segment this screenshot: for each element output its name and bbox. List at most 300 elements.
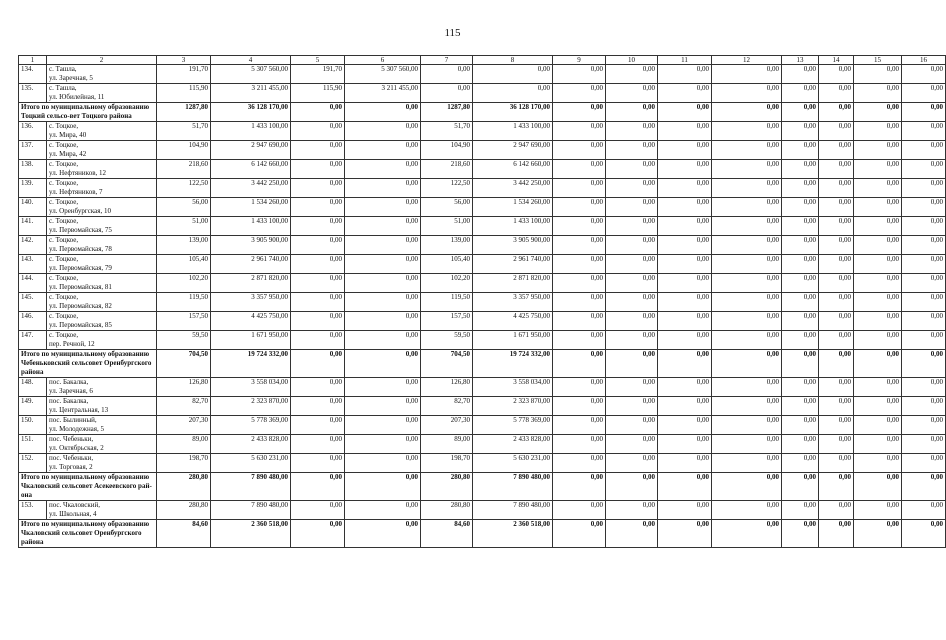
value-cell: 0,00 [782, 501, 819, 520]
value-cell: 0,00 [291, 312, 345, 331]
value-cell: 280,80 [157, 501, 211, 520]
value-cell: 0,00 [712, 65, 782, 84]
value-cell: 7 890 480,00 [473, 501, 553, 520]
value-cell: 0,00 [902, 84, 946, 103]
value-cell: 0,00 [658, 217, 712, 236]
value-cell: 0,00 [902, 217, 946, 236]
value-cell: 0,00 [291, 274, 345, 293]
address-cell [47, 179, 157, 198]
value-cell: 1287,80 [157, 103, 211, 122]
row-number: 143. [19, 255, 47, 274]
address-cell [47, 141, 157, 160]
value-cell: 1 671 950,00 [473, 331, 553, 350]
value-cell: 0,00 [553, 255, 606, 274]
value-cell: 104,90 [421, 141, 473, 160]
column-number: 15 [854, 56, 902, 65]
value-cell: 2 323 870,00 [211, 397, 291, 416]
value-cell: 0,00 [345, 217, 421, 236]
column-number: 8 [473, 56, 553, 65]
value-cell: 0,00 [291, 293, 345, 312]
value-cell: 1 433 100,00 [211, 122, 291, 141]
value-cell: 0,00 [291, 236, 345, 255]
table-row [19, 198, 946, 217]
value-cell: 0,00 [854, 217, 902, 236]
value-cell: 3 357 950,00 [211, 293, 291, 312]
address-line: с. Тоцкое, [49, 274, 79, 282]
value-cell: 0,00 [658, 274, 712, 293]
value-cell: 198,70 [157, 454, 211, 473]
address-line: ул. Октябрьская, 2 [49, 444, 104, 452]
value-cell: 0,00 [902, 397, 946, 416]
table-body [19, 56, 946, 548]
value-cell: 0,00 [606, 179, 658, 198]
value-cell: 0,00 [712, 179, 782, 198]
address-cell [47, 293, 157, 312]
value-cell: 0,00 [902, 122, 946, 141]
value-cell: 0,00 [782, 84, 819, 103]
value-cell: 0,00 [782, 454, 819, 473]
address-line: ул. Торговая, 2 [49, 463, 93, 471]
value-cell: 126,80 [421, 378, 473, 397]
address-line: с. Тоцкое, [49, 236, 79, 244]
value-cell: 0,00 [712, 435, 782, 454]
value-cell: 0,00 [712, 454, 782, 473]
value-cell: 36 128 170,00 [211, 103, 291, 122]
address-cell [47, 160, 157, 179]
value-cell: 157,50 [421, 312, 473, 331]
value-cell: 0,00 [291, 520, 345, 548]
value-cell: 0,00 [658, 454, 712, 473]
value-cell: 0,00 [854, 312, 902, 331]
value-cell: 0,00 [712, 331, 782, 350]
value-cell: 280,80 [157, 473, 211, 501]
value-cell: 0,00 [553, 141, 606, 160]
value-cell: 0,00 [291, 198, 345, 217]
value-cell: 0,00 [782, 520, 819, 548]
value-cell: 0,00 [553, 198, 606, 217]
row-number: 149. [19, 397, 47, 416]
row-number: 138. [19, 160, 47, 179]
value-cell: 2 961 740,00 [211, 255, 291, 274]
value-cell: 0,00 [854, 435, 902, 454]
value-cell: 0,00 [421, 84, 473, 103]
value-cell: 0,00 [854, 473, 902, 501]
value-cell: 0,00 [902, 378, 946, 397]
value-cell: 0,00 [291, 501, 345, 520]
value-cell: 0,00 [606, 236, 658, 255]
address-line: ул. Заречная, 6 [49, 387, 93, 395]
value-cell: 0,00 [902, 293, 946, 312]
value-cell: 0,00 [819, 65, 854, 84]
table-row [19, 274, 946, 293]
value-cell: 2 947 690,00 [473, 141, 553, 160]
value-cell: 0,00 [658, 435, 712, 454]
value-cell: 5 778 369,00 [473, 416, 553, 435]
value-cell: 0,00 [658, 65, 712, 84]
value-cell: 0,00 [712, 312, 782, 331]
row-number: 141. [19, 217, 47, 236]
table-row [19, 141, 946, 160]
value-cell: 0,00 [819, 293, 854, 312]
value-cell: 0,00 [902, 312, 946, 331]
address-line: с. Тоцкое, [49, 293, 79, 301]
value-cell: 3 558 034,00 [473, 378, 553, 397]
value-cell: 0,00 [902, 331, 946, 350]
value-cell: 0,00 [345, 397, 421, 416]
value-cell: 0,00 [291, 255, 345, 274]
table-row [19, 501, 946, 520]
row-number: 134. [19, 65, 47, 84]
value-cell: 59,50 [421, 331, 473, 350]
value-cell: 105,40 [421, 255, 473, 274]
value-cell: 0,00 [712, 501, 782, 520]
row-number: 145. [19, 293, 47, 312]
address-cell [47, 255, 157, 274]
value-cell: 3 442 250,00 [211, 179, 291, 198]
value-cell: 0,00 [712, 217, 782, 236]
address-cell [47, 416, 157, 435]
address-cell [47, 84, 157, 103]
value-cell: 218,60 [157, 160, 211, 179]
value-cell: 0,00 [553, 160, 606, 179]
value-cell: 0,00 [291, 350, 345, 378]
address-line: ул. Первомайская, 85 [49, 321, 112, 329]
value-cell: 1 433 100,00 [211, 217, 291, 236]
column-number: 2 [47, 56, 157, 65]
table-row [19, 416, 946, 435]
value-cell: 0,00 [819, 255, 854, 274]
value-cell: 89,00 [157, 435, 211, 454]
address-line: пос. Чкаловский, [49, 501, 101, 509]
value-cell: 0,00 [658, 520, 712, 548]
value-cell: 0,00 [712, 397, 782, 416]
value-cell: 0,00 [819, 122, 854, 141]
value-cell: 56,00 [157, 198, 211, 217]
value-cell: 122,50 [157, 179, 211, 198]
column-number: 14 [819, 56, 854, 65]
address-line: ул. Первомайская, 82 [49, 302, 112, 310]
value-cell: 0,00 [902, 435, 946, 454]
value-cell: 0,00 [553, 312, 606, 331]
value-cell: 0,00 [712, 473, 782, 501]
value-cell: 0,00 [819, 397, 854, 416]
value-cell: 3 558 034,00 [211, 378, 291, 397]
table-row [19, 312, 946, 331]
value-cell: 2 360 518,00 [473, 520, 553, 548]
value-cell: 0,00 [553, 397, 606, 416]
address-line: пос. Чебеньки, [49, 435, 94, 443]
value-cell: 0,00 [782, 198, 819, 217]
value-cell: 0,00 [553, 103, 606, 122]
value-cell: 0,00 [712, 416, 782, 435]
value-cell: 0,00 [902, 454, 946, 473]
value-cell: 0,00 [606, 255, 658, 274]
address-line: с. Тоцкое, [49, 160, 79, 168]
value-cell: 0,00 [553, 378, 606, 397]
value-cell: 5 630 231,00 [211, 454, 291, 473]
value-cell: 0,00 [819, 520, 854, 548]
table-row [19, 236, 946, 255]
value-cell: 0,00 [658, 293, 712, 312]
column-number: 12 [712, 56, 782, 65]
address-line: с. Ташла, [49, 65, 77, 73]
value-cell: 0,00 [606, 416, 658, 435]
value-cell: 0,00 [902, 473, 946, 501]
column-number: 4 [211, 56, 291, 65]
value-cell: 4 425 750,00 [211, 312, 291, 331]
value-cell: 0,00 [854, 350, 902, 378]
value-cell: 7 890 480,00 [473, 473, 553, 501]
value-cell: 0,00 [658, 141, 712, 160]
value-cell: 0,00 [606, 65, 658, 84]
value-cell: 0,00 [712, 255, 782, 274]
value-cell: 0,00 [819, 350, 854, 378]
value-cell: 51,00 [421, 217, 473, 236]
value-cell: 0,00 [553, 84, 606, 103]
value-cell: 0,00 [902, 198, 946, 217]
value-cell: 2 360 518,00 [211, 520, 291, 548]
address-line: с. Тоцкое, [49, 312, 79, 320]
value-cell: 0,00 [854, 255, 902, 274]
value-cell: 0,00 [902, 416, 946, 435]
address-line: пос. Бакалка, [49, 378, 89, 386]
value-cell: 0,00 [712, 103, 782, 122]
row-number: 136. [19, 122, 47, 141]
value-cell: 0,00 [606, 84, 658, 103]
subtotal-label: Итого по муниципальному образованию Чкаловский сельсовет Оренбургского района [19, 520, 157, 548]
value-cell: 0,00 [553, 473, 606, 501]
value-cell: 6 142 660,00 [211, 160, 291, 179]
value-cell: 0,00 [553, 520, 606, 548]
value-cell: 3 211 455,00 [345, 84, 421, 103]
value-cell: 0,00 [819, 84, 854, 103]
value-cell: 5 307 560,00 [211, 65, 291, 84]
subtotal-row [19, 473, 946, 501]
row-number: 152. [19, 454, 47, 473]
value-cell: 0,00 [606, 454, 658, 473]
value-cell: 0,00 [473, 84, 553, 103]
value-cell: 0,00 [902, 236, 946, 255]
value-cell: 0,00 [658, 160, 712, 179]
address-line: ул. Мира, 40 [49, 131, 87, 139]
value-cell: 0,00 [606, 122, 658, 141]
value-cell: 0,00 [712, 520, 782, 548]
address-cell [47, 397, 157, 416]
address-line: пос. Чебеньки, [49, 454, 94, 462]
value-cell: 0,00 [782, 331, 819, 350]
value-cell: 0,00 [606, 293, 658, 312]
address-cell [47, 274, 157, 293]
value-cell: 0,00 [819, 312, 854, 331]
value-cell: 0,00 [658, 198, 712, 217]
value-cell: 4 425 750,00 [473, 312, 553, 331]
table-row [19, 84, 946, 103]
data-table [18, 55, 946, 548]
value-cell: 0,00 [782, 293, 819, 312]
value-cell: 0,00 [712, 350, 782, 378]
address-line: ул. Молодежная, 5 [49, 425, 105, 433]
column-number: 6 [345, 56, 421, 65]
value-cell: 104,90 [157, 141, 211, 160]
value-cell: 0,00 [854, 103, 902, 122]
value-cell: 207,30 [421, 416, 473, 435]
value-cell: 0,00 [291, 435, 345, 454]
value-cell: 0,00 [553, 416, 606, 435]
value-cell: 0,00 [854, 65, 902, 84]
value-cell: 0,00 [606, 141, 658, 160]
address-line: ул. Школьная, 4 [49, 510, 97, 518]
value-cell: 191,70 [157, 65, 211, 84]
value-cell: 0,00 [854, 378, 902, 397]
value-cell: 0,00 [819, 501, 854, 520]
value-cell: 0,00 [902, 255, 946, 274]
column-number: 7 [421, 56, 473, 65]
value-cell: 207,30 [157, 416, 211, 435]
value-cell: 0,00 [606, 274, 658, 293]
value-cell: 0,00 [854, 397, 902, 416]
value-cell: 139,00 [157, 236, 211, 255]
address-cell [47, 198, 157, 217]
value-cell: 2 961 740,00 [473, 255, 553, 274]
value-cell: 3 442 250,00 [473, 179, 553, 198]
value-cell: 0,00 [819, 331, 854, 350]
value-cell: 84,60 [421, 520, 473, 548]
value-cell: 280,80 [421, 501, 473, 520]
value-cell: 0,00 [658, 416, 712, 435]
value-cell: 2 433 828,00 [211, 435, 291, 454]
value-cell: 0,00 [345, 378, 421, 397]
value-cell: 3 211 455,00 [211, 84, 291, 103]
value-cell: 126,80 [157, 378, 211, 397]
value-cell: 6 142 660,00 [473, 160, 553, 179]
value-cell: 0,00 [658, 312, 712, 331]
value-cell: 1287,80 [421, 103, 473, 122]
value-cell: 19 724 332,00 [211, 350, 291, 378]
value-cell: 0,00 [345, 274, 421, 293]
value-cell: 1 433 100,00 [473, 217, 553, 236]
address-line: с. Ташла, [49, 84, 77, 92]
row-number: 153. [19, 501, 47, 520]
value-cell: 0,00 [712, 378, 782, 397]
value-cell: 0,00 [658, 103, 712, 122]
value-cell: 0,00 [606, 378, 658, 397]
value-cell: 0,00 [658, 331, 712, 350]
address-line: ул. Нефтяников, 7 [49, 188, 103, 196]
address-cell [47, 454, 157, 473]
value-cell: 2 323 870,00 [473, 397, 553, 416]
value-cell: 0,00 [606, 435, 658, 454]
value-cell: 0,00 [819, 217, 854, 236]
value-cell: 0,00 [782, 122, 819, 141]
row-number: 137. [19, 141, 47, 160]
value-cell: 0,00 [606, 520, 658, 548]
address-line: с. Тоцкое, [49, 141, 79, 149]
row-number: 146. [19, 312, 47, 331]
value-cell: 0,00 [345, 141, 421, 160]
value-cell: 0,00 [782, 473, 819, 501]
value-cell: 1 534 260,00 [473, 198, 553, 217]
value-cell: 0,00 [606, 501, 658, 520]
value-cell: 0,00 [902, 160, 946, 179]
value-cell: 0,00 [553, 435, 606, 454]
value-cell: 1 433 100,00 [473, 122, 553, 141]
value-cell: 2 871 820,00 [211, 274, 291, 293]
subtotal-row [19, 103, 946, 122]
value-cell: 0,00 [854, 84, 902, 103]
value-cell: 0,00 [782, 65, 819, 84]
value-cell: 0,00 [291, 217, 345, 236]
value-cell: 0,00 [902, 141, 946, 160]
value-cell: 0,00 [553, 331, 606, 350]
value-cell: 122,50 [421, 179, 473, 198]
value-cell: 36 128 170,00 [473, 103, 553, 122]
value-cell: 0,00 [902, 103, 946, 122]
value-cell: 0,00 [782, 274, 819, 293]
value-cell: 82,70 [421, 397, 473, 416]
row-number: 151. [19, 435, 47, 454]
value-cell: 0,00 [606, 198, 658, 217]
value-cell: 0,00 [658, 378, 712, 397]
value-cell: 0,00 [658, 236, 712, 255]
value-cell: 0,00 [854, 331, 902, 350]
value-cell: 0,00 [345, 416, 421, 435]
value-cell: 0,00 [345, 122, 421, 141]
value-cell: 0,00 [854, 179, 902, 198]
value-cell: 0,00 [291, 103, 345, 122]
value-cell: 0,00 [345, 312, 421, 331]
value-cell: 0,00 [854, 198, 902, 217]
value-cell: 0,00 [345, 331, 421, 350]
table-row [19, 255, 946, 274]
column-number: 3 [157, 56, 211, 65]
table-row [19, 435, 946, 454]
value-cell: 0,00 [854, 501, 902, 520]
value-cell: 0,00 [553, 65, 606, 84]
table-row [19, 122, 946, 141]
value-cell: 280,80 [421, 473, 473, 501]
value-cell: 0,00 [712, 236, 782, 255]
address-line: с. Тоцкое, [49, 198, 79, 206]
address-line: с. Тоцкое, [49, 122, 79, 130]
address-line: пос. Бакалка, [49, 397, 89, 405]
value-cell: 0,00 [902, 65, 946, 84]
value-cell: 0,00 [854, 236, 902, 255]
value-cell: 0,00 [854, 416, 902, 435]
table-row [19, 454, 946, 473]
value-cell: 0,00 [819, 435, 854, 454]
value-cell: 3 905 900,00 [211, 236, 291, 255]
value-cell: 0,00 [658, 84, 712, 103]
value-cell: 191,70 [291, 65, 345, 84]
value-cell: 0,00 [345, 435, 421, 454]
address-cell [47, 501, 157, 520]
subtotal-row [19, 350, 946, 378]
value-cell: 0,00 [421, 65, 473, 84]
value-cell: 0,00 [291, 378, 345, 397]
row-number: 135. [19, 84, 47, 103]
value-cell: 7 890 480,00 [211, 473, 291, 501]
address-line: пер. Речной, 12 [49, 340, 95, 348]
subtotal-label: Итого по муниципальному образованию Тоцкий сельсо-вет Тоцкого района [19, 103, 157, 122]
subtotal-label: Итого по муниципальному образованию Чебеньковский сельсовет Оренбургского района [19, 350, 157, 378]
table-row [19, 397, 946, 416]
value-cell: 19 724 332,00 [473, 350, 553, 378]
column-number: 10 [606, 56, 658, 65]
value-cell: 0,00 [606, 160, 658, 179]
value-cell: 0,00 [345, 179, 421, 198]
address-line: ул. Мира, 42 [49, 150, 87, 158]
address-line: ул. Первомайская, 78 [49, 245, 112, 253]
